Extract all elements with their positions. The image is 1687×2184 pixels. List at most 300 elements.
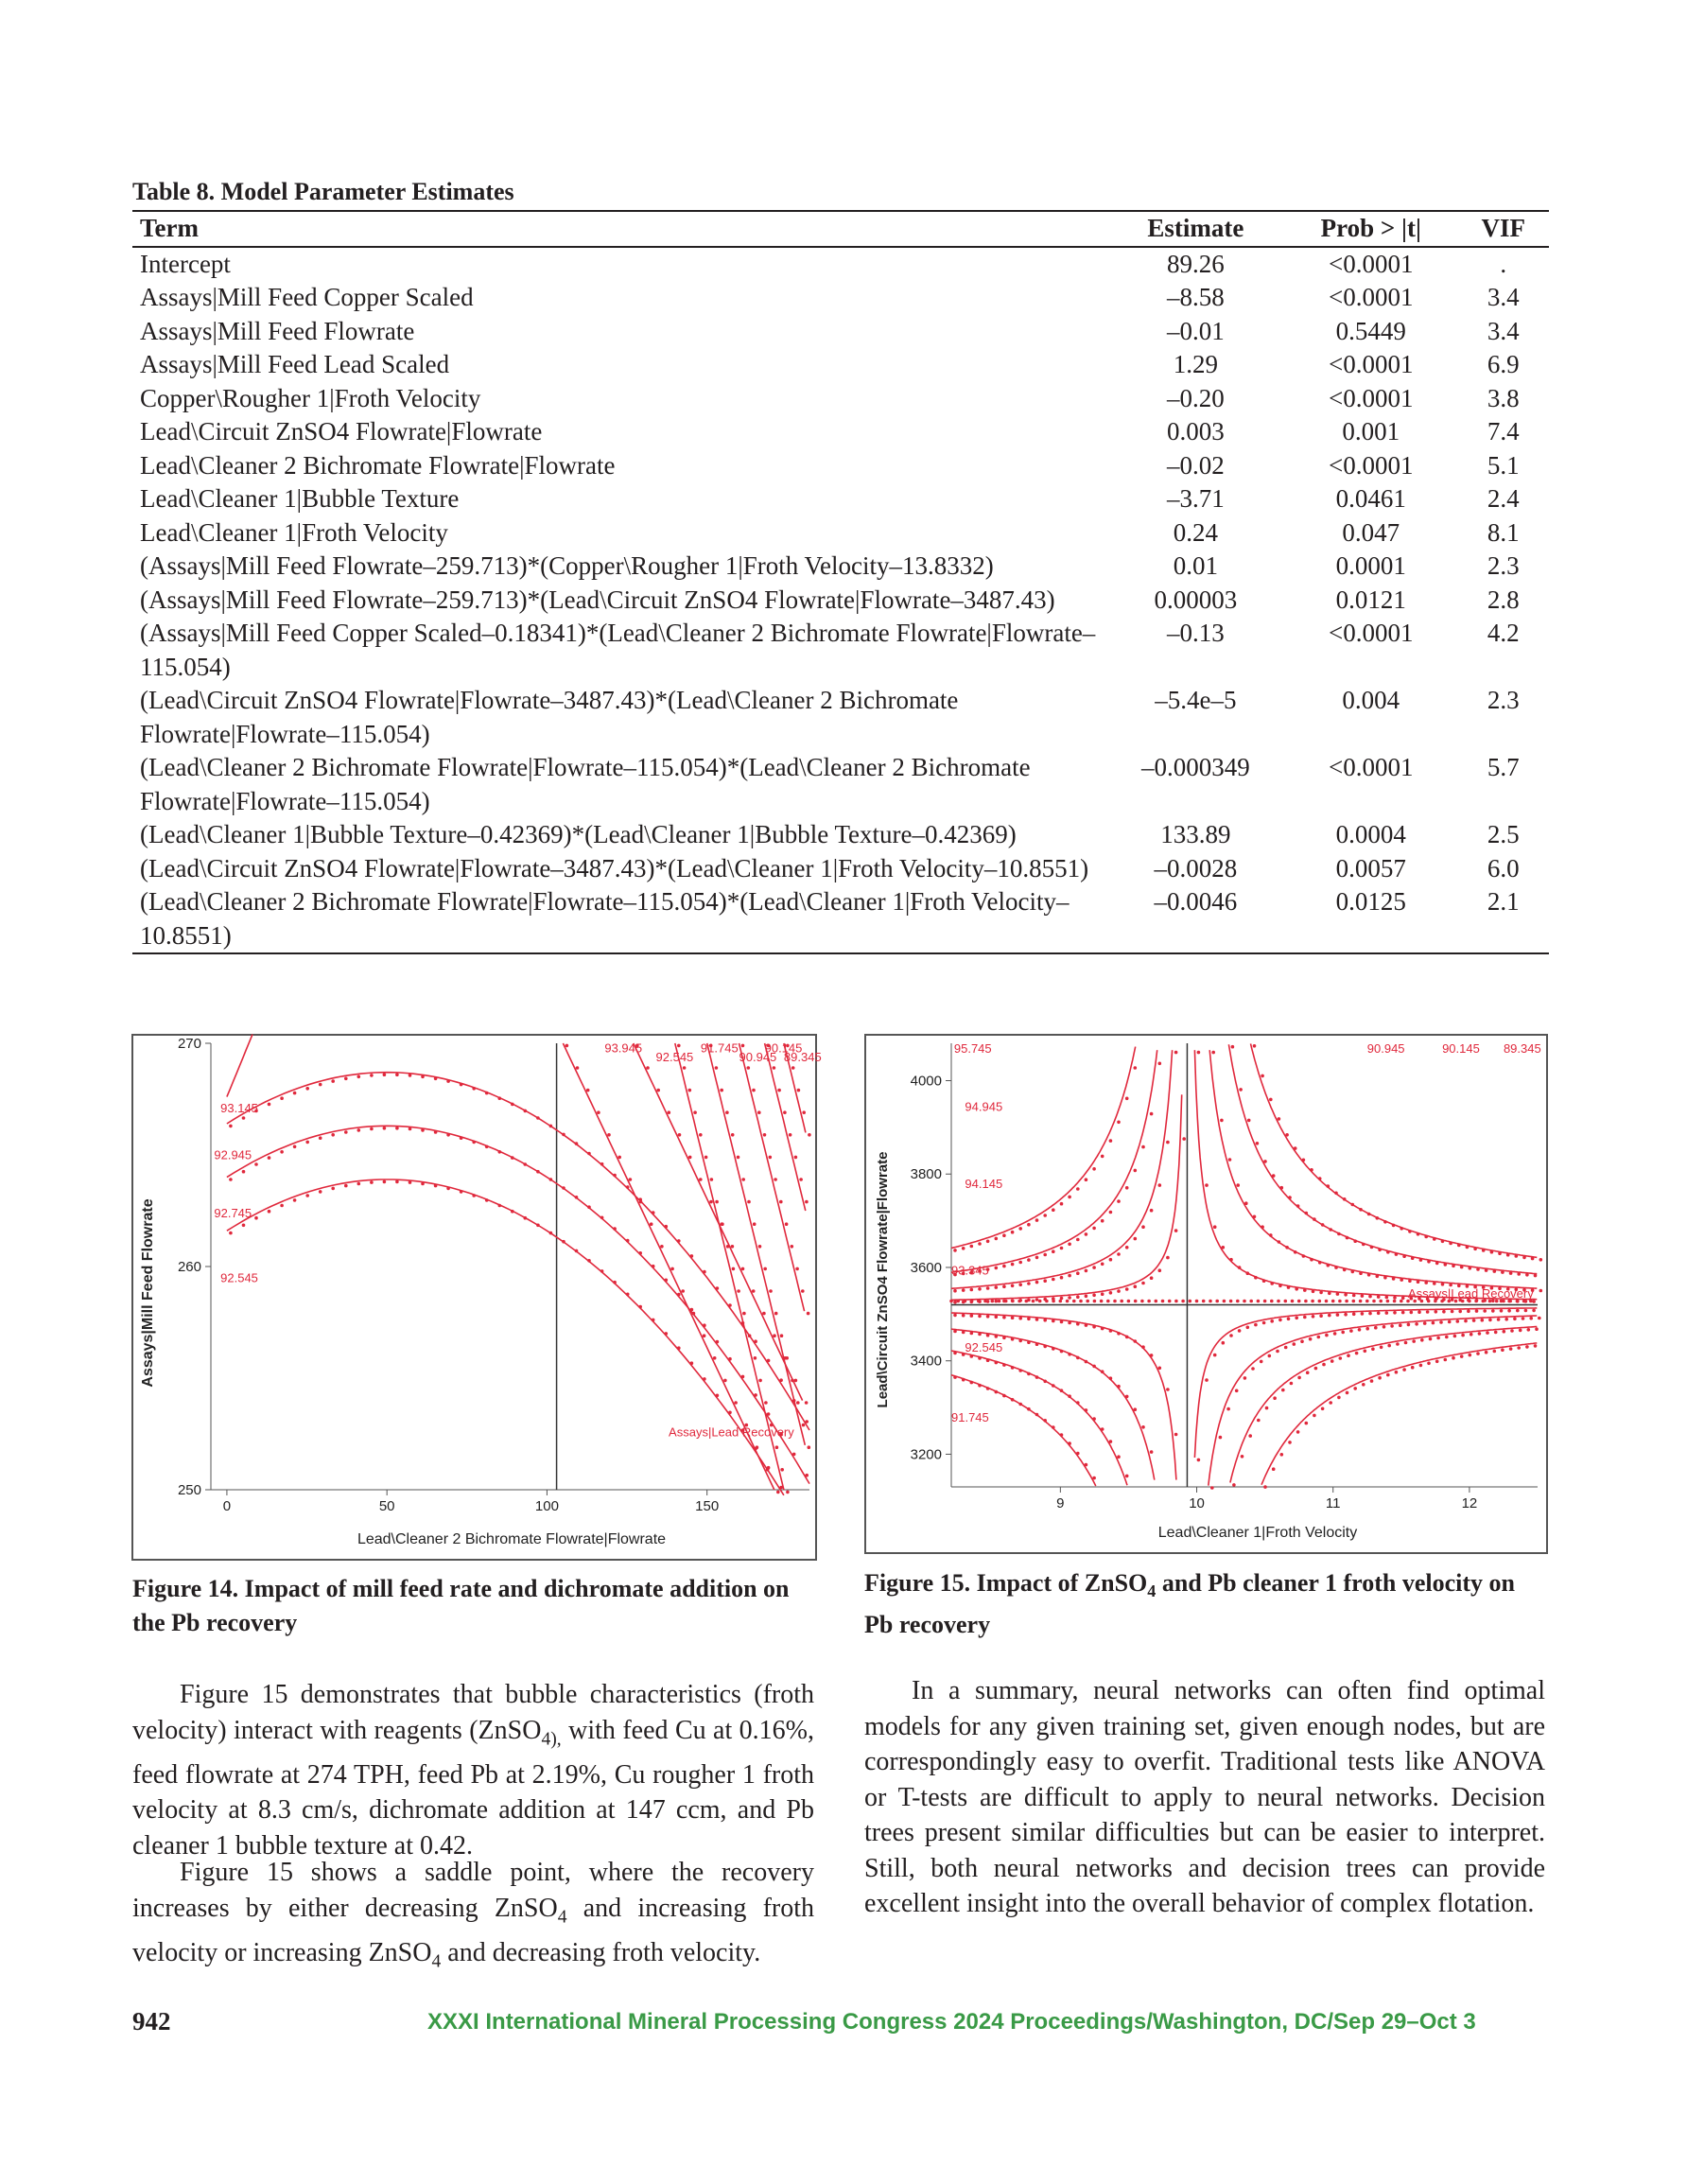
fig15-contour-dot bbox=[1038, 1300, 1042, 1303]
cell-prob: <0.0001 bbox=[1329, 753, 1414, 781]
fig15-contour-dot bbox=[1503, 1330, 1506, 1334]
table-caption: Table 8. Model Parameter Estimates bbox=[132, 178, 514, 205]
fig14-contour-dot bbox=[791, 1066, 795, 1070]
fig14-contour-dot bbox=[703, 1270, 706, 1274]
fig15-contour-dot bbox=[1018, 1227, 1022, 1231]
fig15-contour-dot bbox=[1270, 1319, 1274, 1323]
fig15-contour-dot bbox=[1402, 1368, 1406, 1372]
fig15-contour-dot bbox=[1417, 1232, 1420, 1236]
fig14-contour-dot bbox=[764, 1401, 768, 1405]
fig15-contour-dot bbox=[995, 1361, 999, 1365]
fig15-contour-dot bbox=[970, 1245, 974, 1249]
fig15-contour-dot bbox=[1378, 1376, 1382, 1380]
fig15-contour-dot bbox=[1361, 1294, 1365, 1298]
fig15-contour-dot bbox=[1433, 1237, 1436, 1241]
fig15-contour-dot bbox=[1017, 1300, 1021, 1303]
fig15-contour-dot bbox=[1263, 1160, 1267, 1163]
fig15-contour-dot bbox=[1401, 1297, 1405, 1301]
fig14-contour-dot bbox=[762, 1312, 766, 1316]
fig15-contour-dot bbox=[1475, 1309, 1479, 1313]
fig14-contour-dot bbox=[597, 1110, 600, 1114]
right-paragraph-1: In a summary, neural networks can often find optimal models for any given training set, given enough nodes, but are correspondingly easy to overfit. Traditional tests like ANOVA or T-tests are difficult to apply to neural networks. Decision trees present similar difficulties but can be easier to interpret. Still, both neural networks and decision trees can provide excellent insight into the overall behavior of complex flotation. bbox=[864, 1676, 1545, 1918]
fig14-contour-label: 93.945 bbox=[604, 1040, 643, 1056]
fig15-contour-dot bbox=[1439, 1320, 1443, 1324]
fig15-contour-dot bbox=[1236, 1183, 1240, 1187]
fig14-contour-dot bbox=[794, 1156, 798, 1160]
fig15-contour-dot bbox=[1060, 1433, 1064, 1437]
fig15-contour-dot bbox=[1027, 1372, 1031, 1376]
fig15-contour-dot bbox=[1460, 1266, 1464, 1269]
fig14-contour-dot bbox=[775, 1445, 779, 1449]
fig15-contour-dot bbox=[1147, 1300, 1151, 1303]
fig15-contour-dot bbox=[1305, 1422, 1309, 1425]
fig14-contour-line bbox=[765, 1043, 806, 1211]
cell-prob: 0.5449 bbox=[1335, 316, 1406, 345]
fig15-contour-dot bbox=[1210, 1486, 1214, 1490]
fig15-contour-dot bbox=[1383, 1220, 1387, 1224]
fig15-contour-dot bbox=[1385, 1311, 1389, 1315]
fig15-contour-dot bbox=[962, 1247, 965, 1250]
fig14-contour-dot bbox=[434, 1130, 438, 1134]
fig14-contour-line bbox=[707, 1043, 806, 1445]
fig14-contour-dot bbox=[498, 1204, 502, 1208]
fig15-contour-dot bbox=[1060, 1350, 1064, 1354]
fig14-contour-dot bbox=[409, 1127, 412, 1131]
fig15-contour-dot bbox=[1304, 1300, 1308, 1303]
fig15-contour-dot bbox=[1331, 1300, 1335, 1303]
fig15-contour-dot bbox=[1101, 1370, 1104, 1373]
fig15-contour-dot bbox=[1211, 1051, 1215, 1055]
fig15-contour-dot bbox=[1228, 1158, 1232, 1162]
fig15-contour-dot bbox=[1399, 1323, 1402, 1327]
fig15-contour-dot bbox=[1085, 1323, 1088, 1327]
fig15-contour-dot bbox=[1117, 1199, 1121, 1203]
fig14-contour-dot bbox=[562, 1240, 565, 1244]
fig15-contour-dot bbox=[1300, 1339, 1304, 1343]
fig15-contour-label: 93.345 bbox=[951, 1263, 989, 1278]
fig15-contour-dot bbox=[1352, 1313, 1356, 1317]
fig15-contour-dot bbox=[1060, 1276, 1064, 1280]
fig15-contour-dot bbox=[1400, 1300, 1403, 1303]
cell-term: Assays|Mill Feed Flowrate bbox=[140, 316, 415, 345]
fig15-contour-dot bbox=[1263, 1300, 1267, 1303]
fig14-contour-dot bbox=[613, 1174, 617, 1178]
fig14-x-tick-label: 150 bbox=[695, 1498, 720, 1514]
fig14-response-label: Assays|Lead Recovery bbox=[669, 1424, 794, 1440]
fig15-contour-dot bbox=[1086, 1300, 1089, 1303]
fig15-contour-dot bbox=[1076, 1322, 1080, 1326]
cell-prob: 0.0057 bbox=[1335, 853, 1406, 882]
fig15-contour-dot bbox=[1085, 1360, 1088, 1364]
fig15-contour-dot bbox=[1174, 1051, 1178, 1055]
fig14-contour-dot bbox=[446, 1187, 450, 1191]
fig14-contour-dot bbox=[767, 1359, 771, 1363]
fig15-contour-dot bbox=[1493, 1350, 1497, 1354]
fig15-contour-dot bbox=[1011, 1300, 1015, 1303]
fig14-contour-dot bbox=[792, 1453, 796, 1457]
fig14-contour-dot bbox=[665, 1332, 669, 1336]
fig15-contour-dot bbox=[1262, 1321, 1266, 1325]
fig14-contour-dot bbox=[650, 1222, 653, 1226]
fig14-contour-dot bbox=[715, 1200, 719, 1204]
fig15-contour-line bbox=[1230, 1327, 1537, 1483]
fig15-contour-dot bbox=[1400, 1227, 1403, 1231]
fig15-contour-dot bbox=[1534, 1344, 1538, 1348]
fig14-contour-dot bbox=[305, 1194, 309, 1197]
cell-prob: 0.001 bbox=[1342, 417, 1400, 446]
fig15-contour-dot bbox=[1134, 1237, 1138, 1241]
fig15-contour-dot bbox=[1376, 1275, 1380, 1279]
fig15-contour-dot bbox=[1273, 1396, 1277, 1400]
fig14-contour-line bbox=[227, 1073, 809, 1430]
fig15-contour-dot bbox=[1092, 1325, 1096, 1329]
fig15-contour-dot bbox=[1321, 1223, 1325, 1227]
table-row bbox=[132, 684, 1549, 751]
fig15-contour-dot bbox=[1410, 1311, 1414, 1315]
fig14-contour-dot bbox=[808, 1445, 811, 1449]
fig15-contour-dot bbox=[1377, 1295, 1381, 1299]
fig14-x-tick-label: 50 bbox=[378, 1498, 395, 1514]
fig15-contour-dot bbox=[1338, 1300, 1342, 1303]
fig15-contour-dot bbox=[1359, 1271, 1363, 1275]
fig15-contour-dot bbox=[1109, 1291, 1113, 1295]
fig15-contour-dot bbox=[1531, 1257, 1535, 1261]
fig15-contour-dot bbox=[1345, 1300, 1348, 1303]
fig15-contour-dot bbox=[1485, 1268, 1488, 1272]
fig15-contour-line bbox=[951, 1313, 1176, 1480]
table-row bbox=[132, 885, 1549, 953]
fig15-contour-dot bbox=[1246, 1271, 1250, 1275]
fig15-contour-dot bbox=[1529, 1317, 1533, 1320]
fig15-contour-labels bbox=[951, 1041, 1541, 1424]
fig15-contour-dot bbox=[1134, 1169, 1138, 1173]
fig15-contour-dot bbox=[1093, 1300, 1097, 1303]
fig15-contour-dot bbox=[1150, 1209, 1154, 1213]
fig15-contour-dot bbox=[986, 1358, 990, 1362]
fig15-contour-dot bbox=[1359, 1300, 1363, 1303]
fig15-contour-dot bbox=[1522, 1317, 1525, 1320]
fig15-contour-dot bbox=[1352, 1300, 1356, 1303]
fig14-contour-dot bbox=[357, 1075, 361, 1079]
fig15-contour-dot bbox=[1402, 1254, 1406, 1258]
fig15-contour-dot bbox=[1297, 1300, 1301, 1303]
fig15-contour-dot bbox=[1052, 1249, 1055, 1253]
fig14-contour-dot bbox=[741, 1178, 745, 1181]
fig15-contour-dot bbox=[1378, 1249, 1382, 1252]
fig15-contour-dot bbox=[1035, 1413, 1039, 1417]
page-number: 942 bbox=[132, 2007, 171, 2035]
fig14-contour-dot bbox=[652, 1211, 655, 1214]
fig14-contour-dot bbox=[716, 1286, 720, 1290]
fig15-contour-dot bbox=[986, 1286, 990, 1290]
fig14-contour-dot bbox=[688, 1089, 692, 1092]
fig15-contour-dot bbox=[995, 1285, 999, 1289]
cell-term: Copper\Rougher 1|Froth Velocity bbox=[140, 383, 481, 412]
fig15-contour-dot bbox=[1101, 1263, 1104, 1267]
fig15-contour-dot bbox=[1229, 1258, 1233, 1262]
fig15-contour-dot bbox=[1306, 1371, 1310, 1374]
fig15-contour-dot bbox=[1109, 1258, 1113, 1262]
fig15-contour-dot bbox=[1310, 1168, 1313, 1172]
cell-prob: <0.0001 bbox=[1329, 450, 1414, 480]
fig15-contour-dot bbox=[1368, 1312, 1372, 1316]
fig15-contour-dot bbox=[1539, 1289, 1543, 1293]
fig15-contour-dot bbox=[978, 1384, 982, 1388]
fig15-contour-dot bbox=[970, 1381, 974, 1385]
cell-estimate: 0.00003 bbox=[1154, 585, 1238, 614]
fig14-contour-dot bbox=[725, 1110, 729, 1114]
fig15-contour-dot bbox=[1219, 1436, 1223, 1440]
fig14-contour-dot bbox=[656, 1089, 660, 1092]
fig15-contour-dot bbox=[1158, 1183, 1162, 1187]
fig15-contour-dot bbox=[995, 1267, 999, 1270]
fig15-contour-dot bbox=[1380, 1346, 1383, 1350]
fig14-contour-dot bbox=[752, 1089, 756, 1092]
fig15-x-tick-label: 11 bbox=[1325, 1495, 1341, 1511]
fig15-contour-dot bbox=[1127, 1300, 1131, 1303]
fig15-contour-dot bbox=[1125, 1336, 1129, 1339]
fig15-contour-dot bbox=[1387, 1344, 1391, 1348]
fig15-contour-dot bbox=[1254, 1323, 1258, 1327]
fig15-contour-dot bbox=[1068, 1243, 1071, 1247]
fig15-contour-dot bbox=[1478, 1332, 1482, 1336]
fig15-contour-dot bbox=[1052, 1319, 1055, 1323]
fig14-contour-dot bbox=[709, 1200, 713, 1204]
fig15-contour-dot bbox=[1052, 1208, 1055, 1212]
fig14-contour-dot bbox=[703, 1323, 706, 1327]
fig15-contour-dot bbox=[986, 1240, 990, 1244]
fig14-contour-dot bbox=[692, 1312, 696, 1316]
fig14-contour-dot bbox=[646, 1066, 650, 1070]
fig15-contour-dot bbox=[1197, 1459, 1201, 1462]
fig15-contour-dot bbox=[1504, 1318, 1508, 1321]
fig14-contour-dot bbox=[280, 1096, 284, 1100]
fig15-contour-dot bbox=[1060, 1389, 1064, 1392]
header-prob: Prob > |t| bbox=[1284, 211, 1451, 247]
fig15-y-tick-label: 3800 bbox=[910, 1166, 942, 1183]
cell-term: (Lead\Cleaner 1|Bubble Texture–0.42369)*(Lead\Cleaner 1|Bubble Texture–0.42369) bbox=[140, 820, 1017, 848]
fig14-contour-dot bbox=[763, 1267, 767, 1271]
fig14-contour-dot bbox=[728, 1357, 732, 1361]
fig15-x-tick-label: 10 bbox=[1189, 1495, 1205, 1511]
fig15-contour-dot bbox=[1134, 1284, 1138, 1288]
fig15-contour-dot bbox=[1376, 1216, 1380, 1220]
fig15-contour-dot bbox=[1068, 1394, 1071, 1398]
figure-15-frame bbox=[864, 1034, 1548, 1554]
fig15-contour-dot bbox=[1092, 1365, 1096, 1369]
cell-vif: 6.9 bbox=[1487, 350, 1520, 378]
fig14-contour-dot bbox=[549, 1125, 553, 1128]
fig15-contour-dot bbox=[978, 1315, 982, 1319]
cell-estimate: 89.26 bbox=[1166, 249, 1225, 278]
fig15-contour-dot bbox=[1035, 1218, 1039, 1222]
fig15-contour-dot bbox=[1257, 1419, 1261, 1423]
fig15-contour-dot bbox=[1101, 1155, 1104, 1159]
fig14-contour-label: 92.945 bbox=[214, 1147, 252, 1162]
fig15-contour-dot bbox=[1393, 1311, 1397, 1315]
fig15-contour-dot bbox=[1027, 1318, 1031, 1321]
fig15-contour-dot bbox=[1358, 1328, 1362, 1332]
fig14-contour-dot bbox=[617, 1156, 621, 1160]
cell-prob: <0.0001 bbox=[1329, 350, 1414, 378]
fig15-contour-dot bbox=[1248, 1434, 1252, 1438]
cell-estimate: –8.58 bbox=[1166, 283, 1225, 311]
fig15-contour-label: 94.145 bbox=[965, 1177, 1003, 1192]
fig15-contour-dot bbox=[978, 1333, 982, 1337]
fig15-contour-dot bbox=[1035, 1256, 1039, 1260]
fig15-contour-dot bbox=[1407, 1323, 1411, 1327]
fig15-contour-dot bbox=[1476, 1352, 1480, 1355]
fig15-contour-dot bbox=[1215, 1300, 1219, 1303]
cell-vif: 5.1 bbox=[1487, 450, 1520, 480]
fig15-contour-dot bbox=[1158, 1367, 1162, 1371]
fig15-y-tick-label: 3400 bbox=[910, 1353, 942, 1370]
fig15-contour-dot bbox=[1525, 1345, 1529, 1349]
fig14-contour-dot bbox=[756, 1445, 759, 1449]
cell-vif: 3.4 bbox=[1487, 316, 1520, 345]
fig15-contour-label: 90.945 bbox=[1366, 1040, 1405, 1056]
cell-prob: <0.0001 bbox=[1329, 283, 1414, 311]
table-row bbox=[132, 617, 1549, 684]
fig15-contour-dot bbox=[1370, 1379, 1374, 1383]
fig14-contour-dot bbox=[805, 1420, 809, 1424]
fig15-contour-dot bbox=[1247, 1119, 1251, 1123]
fig15-contour-dot bbox=[1424, 1281, 1428, 1284]
fig15-contour-line bbox=[1209, 1316, 1538, 1486]
fig15-contour-dot bbox=[1343, 1197, 1347, 1201]
fig15-x-tick-label: 9 bbox=[1056, 1495, 1065, 1511]
fig14-contour-dot bbox=[769, 1289, 773, 1293]
fig15-contour-dot bbox=[1125, 1186, 1129, 1190]
fig15-contour-dot bbox=[1150, 1354, 1154, 1357]
fig15-contour-dot bbox=[1325, 1334, 1329, 1337]
fig15-contour-dot bbox=[1134, 1407, 1138, 1411]
fig14-contour-dot bbox=[434, 1184, 438, 1188]
fig14-contour-dot bbox=[268, 1210, 271, 1214]
fig14-contour-label: 91.745 bbox=[700, 1040, 739, 1056]
fig14-contour-label: 92.745 bbox=[214, 1206, 252, 1221]
fig15-contour-dot bbox=[1076, 1271, 1080, 1275]
fig14-contour-dot bbox=[562, 1186, 565, 1190]
fig14-contour-dot bbox=[472, 1194, 476, 1197]
fig15-contour-dot bbox=[1355, 1352, 1359, 1355]
fig15-contours bbox=[949, 1040, 1542, 1489]
cell-vif: 6.0 bbox=[1487, 853, 1520, 882]
fig14-contour-dot bbox=[638, 1305, 642, 1309]
fig15-contour-dot bbox=[1117, 1289, 1121, 1293]
fig15-contour-dot bbox=[986, 1315, 990, 1319]
fig14-contour-dot bbox=[774, 1312, 778, 1316]
fig15-contour-dot bbox=[1361, 1312, 1365, 1316]
fig14-contour-dot bbox=[421, 1182, 425, 1186]
fig15-contour-dot bbox=[1229, 1300, 1233, 1303]
fig14-contour-dot bbox=[305, 1087, 309, 1091]
fig15-contour-dot bbox=[1158, 1268, 1162, 1272]
fig15-contour-dot bbox=[1085, 1408, 1088, 1412]
table-row bbox=[132, 751, 1549, 818]
fig15-contour-dot bbox=[1134, 1066, 1138, 1070]
fig15-contour-dot bbox=[1329, 1401, 1332, 1405]
fig14-axes bbox=[178, 1036, 809, 1514]
fig15-contour-dot bbox=[1125, 1287, 1129, 1291]
fig14-contour-dot bbox=[524, 1216, 528, 1220]
fig15-contour-dot bbox=[1510, 1329, 1514, 1333]
fig15-contour-dot bbox=[1043, 1319, 1047, 1322]
fig15-contour-dot bbox=[1043, 1214, 1047, 1217]
fig14-contour-dot bbox=[268, 1103, 271, 1107]
fig15-contour-dot bbox=[1025, 1300, 1029, 1303]
fig15-contour-dot bbox=[1011, 1284, 1015, 1288]
fig15-contour-line bbox=[951, 1375, 1096, 1486]
fig15-contour-dot bbox=[1060, 1247, 1064, 1250]
fig15-contour-dot bbox=[1043, 1345, 1047, 1349]
table-row bbox=[132, 449, 1549, 483]
fig14-contour-dot bbox=[769, 1156, 773, 1160]
fig15-contour-dot bbox=[1141, 1425, 1145, 1429]
fig15-contour-dot bbox=[1052, 1278, 1055, 1282]
fig14-contour-dot bbox=[524, 1109, 528, 1113]
fig15-contour-dot bbox=[1278, 1117, 1281, 1121]
table-row bbox=[132, 247, 1549, 282]
fig14-contour-dot bbox=[280, 1204, 284, 1208]
fig15-contour-dot bbox=[1368, 1295, 1372, 1299]
figure-14-contour-plot bbox=[133, 1036, 822, 1559]
fig14-contour-dot bbox=[421, 1075, 425, 1079]
fig15-contour-dot bbox=[1353, 1239, 1357, 1243]
fig15-contour-dot bbox=[1278, 1319, 1282, 1322]
fig15-contour-dot bbox=[1134, 1339, 1138, 1343]
fig15-contour-dot bbox=[970, 1300, 974, 1303]
fig14-contour-dot bbox=[780, 1334, 784, 1337]
fig15-contour-dot bbox=[1395, 1371, 1399, 1374]
fig15-contour-dot bbox=[1383, 1276, 1387, 1280]
fig15-contour-dot bbox=[1401, 1311, 1405, 1315]
fig15-contour-dot bbox=[1223, 1300, 1226, 1303]
fig15-contour-dot bbox=[1322, 1363, 1326, 1367]
fig15-contour-dot bbox=[1351, 1270, 1355, 1274]
fig15-contour-dot bbox=[1150, 1450, 1154, 1454]
fig15-contour-dot bbox=[1101, 1427, 1104, 1431]
fig15-contour-dot bbox=[1150, 1112, 1154, 1116]
fig15-contour-dot bbox=[1333, 1332, 1337, 1336]
fig14-contour-dot bbox=[677, 1346, 681, 1350]
fig15-contour-dot bbox=[1395, 1252, 1399, 1256]
fig15-contour-dot bbox=[1068, 1196, 1071, 1199]
fig15-contour-dot bbox=[1092, 1417, 1096, 1421]
fig14-contour-label: 89.345 bbox=[783, 1049, 822, 1064]
cell-estimate: –5.4e–5 bbox=[1155, 686, 1237, 714]
fig15-contour-dot bbox=[1220, 1119, 1224, 1123]
fig15-contour-dot bbox=[1060, 1320, 1064, 1324]
fig15-contour-dot bbox=[1365, 1300, 1369, 1303]
fig15-contour-dot bbox=[1140, 1300, 1144, 1303]
fig15-contour-dot bbox=[1464, 1319, 1468, 1323]
fig15-contour-dot bbox=[1270, 1300, 1274, 1303]
fig15-response-label: Assays|Lead Recovery bbox=[1408, 1286, 1534, 1302]
fig15-contour-dot bbox=[1043, 1419, 1047, 1423]
cell-term: Intercept bbox=[140, 249, 231, 278]
fig15-contour-dot bbox=[1092, 1266, 1096, 1269]
fig15-contour-dot bbox=[1278, 1284, 1282, 1288]
fig14-contour-dot bbox=[600, 1216, 604, 1220]
fig15-contour-dot bbox=[1002, 1233, 1006, 1237]
fig15-contour-dot bbox=[1346, 1391, 1349, 1395]
fig14-contour-dot bbox=[344, 1130, 348, 1134]
fig15-contour-dot bbox=[1265, 1406, 1269, 1410]
fig14-contour-dot bbox=[789, 1133, 792, 1137]
fig15-contour-dot bbox=[1272, 1174, 1276, 1178]
fig14-contour-dot bbox=[780, 1468, 784, 1472]
